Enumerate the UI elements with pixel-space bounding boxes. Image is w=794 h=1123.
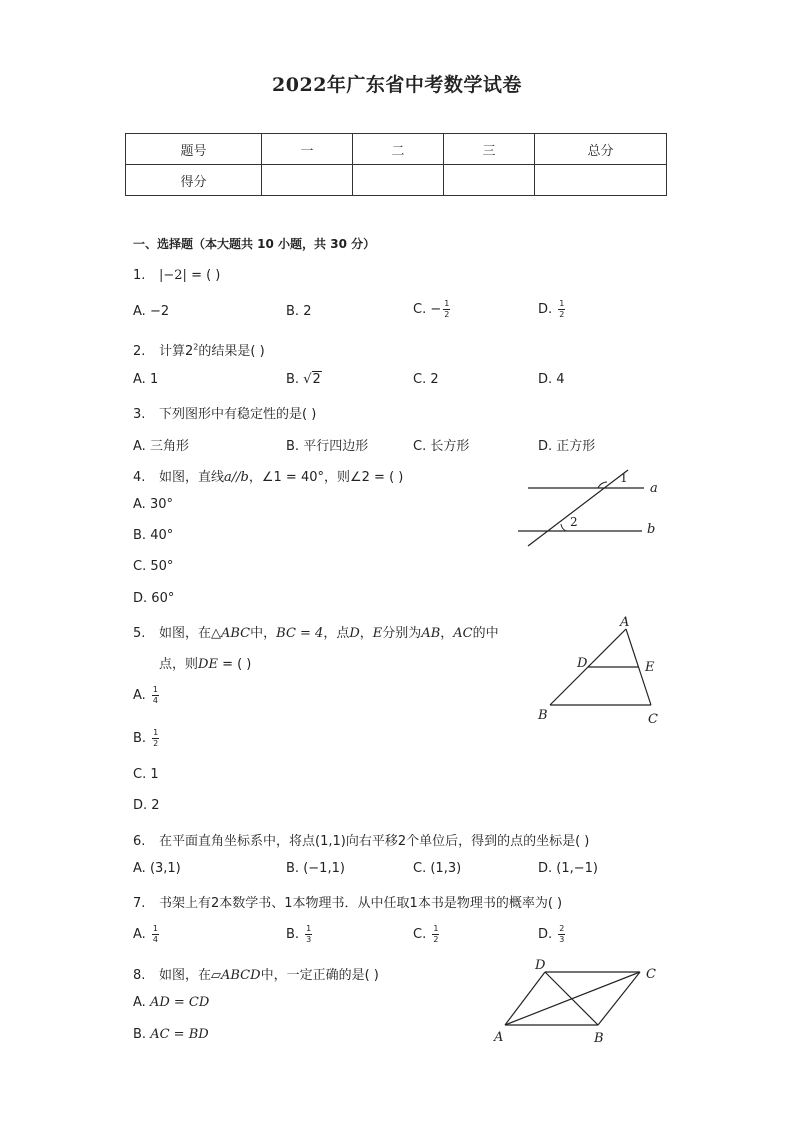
- score-header-cell: 总分: [535, 134, 667, 165]
- vertex-a-label: A: [620, 615, 630, 630]
- stem-superscript: 2: [193, 342, 199, 352]
- radical-sign: √: [303, 372, 312, 387]
- option-d: [538, 925, 567, 944]
- stem-text: ，: [440, 626, 454, 641]
- stem-text: ，∠1 = 40°，则∠2 = ( ): [248, 470, 404, 485]
- question-7-stem: [133, 892, 562, 911]
- transversal-line: [528, 470, 628, 546]
- stem-text: ，: [359, 626, 373, 641]
- option-math: AC = BD: [150, 1027, 209, 1042]
- stem-math: AC: [453, 626, 473, 641]
- option-b: [133, 1027, 209, 1042]
- option-text: 2: [430, 372, 439, 387]
- denominator: 3: [306, 935, 312, 944]
- option-label: B.: [133, 731, 147, 746]
- stem-math: ABC: [221, 626, 251, 641]
- numerator: 1: [559, 299, 565, 308]
- option-label: C.: [413, 861, 427, 876]
- numerator: 1: [153, 728, 159, 737]
- stem-text: 的中: [472, 626, 499, 641]
- score-table-score-row: [126, 165, 667, 196]
- option-d: [538, 435, 595, 454]
- stem-math: DE: [198, 657, 218, 672]
- question-number: 6.: [133, 834, 146, 849]
- score-cell[interactable]: [353, 165, 444, 196]
- stem-text: 中，: [250, 626, 277, 641]
- option-text: 30°: [149, 497, 173, 512]
- option-a: [133, 995, 209, 1010]
- score-cell[interactable]: [535, 165, 667, 196]
- fraction: [558, 300, 565, 319]
- line-a-label: a: [650, 481, 658, 496]
- option-c: [413, 300, 452, 319]
- option-label: C.: [413, 439, 427, 454]
- question-1-stem: [133, 268, 220, 283]
- fraction: [558, 925, 565, 944]
- option-a: [133, 861, 181, 876]
- option-text: (−1,1): [303, 861, 345, 876]
- angle-2-label: 2: [570, 515, 578, 529]
- question-8-stem: [133, 964, 379, 983]
- stem-math: a//b: [224, 470, 249, 485]
- numerator: 1: [152, 685, 158, 694]
- score-table-header-row: [126, 134, 667, 165]
- point-d-label: D: [577, 656, 588, 671]
- option-a: [133, 686, 161, 705]
- option-text: 60°: [151, 591, 175, 606]
- option-label: A.: [133, 861, 146, 876]
- stem-text: 如图，在△: [159, 626, 221, 641]
- option-label: A.: [133, 304, 146, 319]
- option-text: 正方形: [556, 439, 596, 454]
- option-b: [286, 304, 311, 319]
- denominator: 2: [153, 739, 159, 748]
- option-math: AD = CD: [149, 995, 210, 1010]
- stem-text: = ( ): [217, 657, 252, 672]
- option-b: [133, 729, 161, 748]
- stem-math: |−2|: [159, 268, 187, 283]
- option-text: 2: [151, 798, 160, 813]
- option-text: 2: [303, 304, 312, 319]
- option-d: [538, 300, 567, 319]
- question-number: 2.: [133, 344, 146, 359]
- option-d: [538, 861, 598, 876]
- denominator: 2: [433, 935, 439, 944]
- option-label: B.: [286, 372, 300, 387]
- option-label: A.: [133, 995, 146, 1010]
- option-label: D.: [133, 798, 148, 813]
- stem-text: 下列图形中有稳定性的是( ): [159, 407, 317, 422]
- parallelogram-figure: [490, 955, 670, 1050]
- question-6-stem: [133, 830, 589, 849]
- option-label: B.: [133, 528, 147, 543]
- line-b-label: b: [647, 522, 656, 537]
- option-label: B.: [286, 304, 300, 319]
- fraction: [305, 925, 312, 944]
- stem-math: BC = 4: [276, 626, 324, 641]
- option-b: [133, 528, 173, 543]
- stem-text: 如图，直线: [159, 470, 225, 485]
- option-label: C.: [413, 927, 427, 942]
- fraction: [443, 300, 450, 319]
- diagonal-bd: [545, 972, 598, 1025]
- numerator: 2: [559, 924, 565, 933]
- numerator: 1: [152, 924, 158, 933]
- option-c: [413, 925, 441, 944]
- denominator: 3: [559, 935, 565, 944]
- option-c: [413, 372, 439, 387]
- stem-math: D: [349, 626, 360, 641]
- fraction: [432, 925, 439, 944]
- stem-tail: = ( ): [186, 268, 221, 283]
- option-b: [286, 372, 322, 387]
- option-b: [286, 435, 368, 454]
- option-label: B.: [286, 927, 300, 942]
- option-c: [413, 435, 469, 454]
- score-cell[interactable]: [262, 165, 353, 196]
- option-text: (1,−1): [556, 861, 599, 876]
- stem-text: 如图，在▱: [159, 968, 221, 983]
- score-header-cell: 题号: [126, 134, 262, 165]
- fraction: [152, 686, 159, 705]
- section-heading: 一、选择题（本大题共 10 小题，共 30 分）: [133, 237, 376, 251]
- score-cell[interactable]: [444, 165, 535, 196]
- question-number: 5.: [133, 626, 146, 641]
- denominator: 2: [444, 310, 450, 319]
- denominator: 4: [152, 935, 158, 944]
- vertex-b-label: B: [594, 1031, 604, 1046]
- option-label: A.: [133, 927, 146, 942]
- stem-math: E: [372, 626, 383, 641]
- option-b: [286, 861, 345, 876]
- point-e-label: E: [645, 660, 655, 675]
- option-label: D.: [538, 439, 553, 454]
- option-b: [286, 925, 314, 944]
- option-label: A.: [133, 497, 146, 512]
- option-text: (1,3): [430, 861, 462, 876]
- score-header-cell: 一: [262, 134, 353, 165]
- option-label: B.: [286, 861, 300, 876]
- fraction: [152, 925, 159, 944]
- option-label: C.: [413, 372, 427, 387]
- option-text: (3,1): [149, 861, 181, 876]
- numerator: 1: [444, 299, 450, 308]
- option-text: −2: [149, 304, 170, 319]
- option-sign: −: [430, 302, 442, 317]
- option-label: D.: [538, 302, 553, 317]
- option-label: A.: [133, 688, 146, 703]
- option-a: [133, 435, 189, 454]
- question-number: 8.: [133, 968, 146, 983]
- stem-text: 点，则: [159, 657, 199, 672]
- option-label: D.: [538, 861, 553, 876]
- stem-text: ，点: [323, 626, 350, 641]
- question-number: 7.: [133, 896, 146, 911]
- option-label: C.: [133, 559, 147, 574]
- vertex-b-label: B: [538, 708, 548, 723]
- angle-1-label: 1: [620, 471, 628, 485]
- option-text: 平行四边形: [303, 439, 369, 454]
- vertex-d-label: D: [535, 958, 546, 973]
- parallel-lines-figure: [510, 460, 670, 560]
- option-d: [538, 372, 565, 387]
- option-a: [133, 925, 161, 944]
- option-label: A.: [133, 439, 146, 454]
- question-number: 3.: [133, 407, 146, 422]
- stem-text: 计算2: [159, 344, 194, 359]
- option-text: 三角形: [149, 439, 189, 454]
- option-text: 40°: [150, 528, 174, 543]
- fraction: [152, 729, 159, 748]
- stem-math: AB: [421, 626, 441, 641]
- question-number: 4.: [133, 470, 146, 485]
- stem-text: 中，一定正确的是( ): [260, 968, 379, 983]
- option-a: [133, 372, 158, 387]
- option-d: [133, 591, 174, 606]
- option-c: [133, 559, 173, 574]
- numerator: 1: [433, 924, 439, 933]
- option-text: 长方形: [430, 439, 470, 454]
- option-label: D.: [133, 591, 148, 606]
- vertex-c-label: C: [646, 967, 656, 982]
- question-5-stem-line1: [133, 622, 499, 641]
- option-c: [413, 861, 461, 876]
- option-a: [133, 497, 173, 512]
- denominator: 2: [559, 310, 565, 319]
- question-3-stem: [133, 403, 316, 422]
- option-c: [133, 767, 159, 782]
- option-text: 4: [556, 372, 565, 387]
- triangle-figure: [530, 612, 670, 732]
- radicand: 2: [312, 372, 321, 387]
- stem-text: 分别为: [382, 626, 422, 641]
- angle-2-arc: [561, 524, 566, 531]
- score-row-label: 得分: [126, 165, 262, 196]
- option-text: 1: [149, 372, 159, 387]
- stem-text: 的结果是( ): [198, 344, 265, 359]
- exam-title: 2022年广东省中考数学试卷: [272, 74, 522, 96]
- question-4-stem: [133, 466, 403, 485]
- option-label: D.: [538, 372, 553, 387]
- score-header-cell: 三: [444, 134, 535, 165]
- question-number: 1.: [133, 268, 146, 283]
- option-d: [133, 798, 160, 813]
- numerator: 1: [306, 924, 312, 933]
- stem-text: 书架上有2本数学书、1本物理书．从中任取1本书是物理书的概率为( ): [159, 896, 563, 911]
- option-a: [133, 304, 169, 319]
- vertex-c-label: C: [648, 712, 658, 727]
- option-label: C.: [413, 302, 427, 317]
- option-label: A.: [133, 372, 146, 387]
- option-label: B.: [133, 1027, 147, 1042]
- stem-text: 在平面直角坐标系中，将点(1,1)向右平移2个单位后，得到的点的坐标是( ): [159, 834, 590, 849]
- question-5-stem-line2: [159, 653, 251, 672]
- score-table: [125, 133, 667, 196]
- option-label: D.: [538, 927, 553, 942]
- denominator: 4: [152, 696, 158, 705]
- option-text: 50°: [150, 559, 174, 574]
- score-header-cell: 二: [353, 134, 444, 165]
- vertex-a-label: A: [494, 1030, 504, 1045]
- option-label: B.: [286, 439, 300, 454]
- option-label: C.: [133, 767, 147, 782]
- stem-math: ABCD: [221, 968, 261, 983]
- question-2-stem: [133, 340, 265, 359]
- option-text: 1: [150, 767, 159, 782]
